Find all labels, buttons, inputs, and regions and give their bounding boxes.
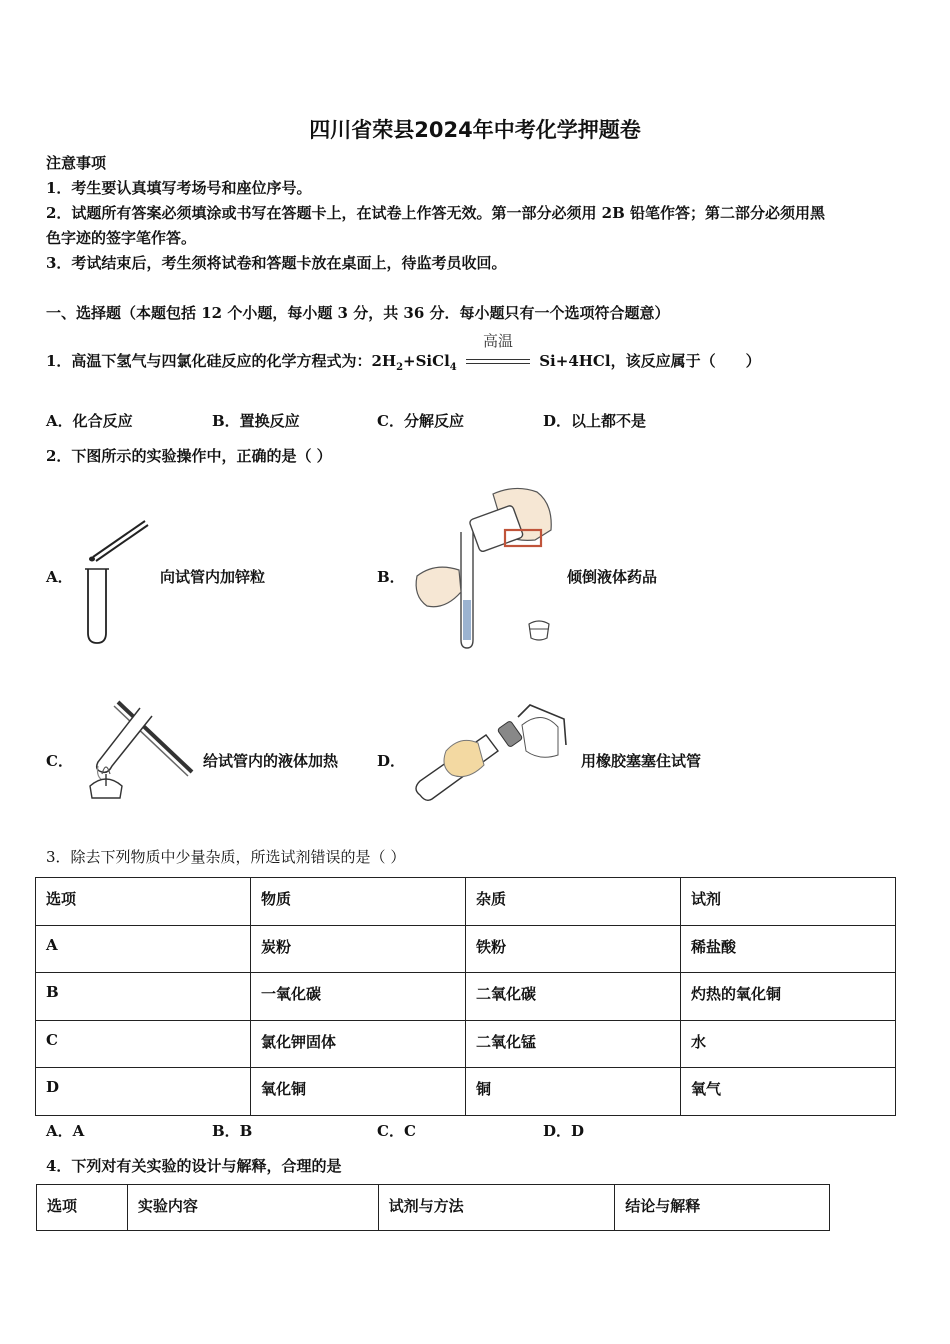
table-cell: 试剂与方法	[378, 1185, 615, 1231]
table-cell: 炭粉	[251, 926, 466, 973]
table-header-row	[37, 1185, 830, 1231]
notice-item: 3．考试结束后，考生须将试卷和答题卡放在桌面上，待监考员收回。	[46, 254, 507, 272]
table-cell: 杂质	[466, 878, 681, 926]
option-c-text: 给试管内的液体加热	[203, 752, 339, 770]
table-cell: 铁粉	[466, 926, 681, 973]
option-a[interactable]: A．A	[46, 1122, 85, 1140]
option-c[interactable]: C．C	[377, 1122, 416, 1140]
option-d[interactable]: D．以上都不是	[543, 412, 647, 430]
figure-add-zinc	[80, 515, 155, 650]
reaction-arrow: 高温	[462, 352, 534, 372]
question-4-table	[36, 1184, 830, 1231]
table-cell: A	[36, 926, 251, 973]
page-title: 四川省荣县2024年中考化学押题卷	[309, 118, 641, 142]
option-d-text: 用橡胶塞塞住试管	[581, 752, 702, 770]
notice-item: 色字迹的签字笔作答。	[46, 229, 197, 247]
table-cell: C	[36, 1021, 251, 1068]
section-heading: 一、选择题（本题包括 12 个小题，每小题 3 分，共 36 分．每小题只有一个选项符合题意）	[46, 304, 670, 322]
option-d[interactable]: D．D	[543, 1122, 585, 1140]
question-3-table	[35, 877, 896, 1116]
option-c-letter: C．	[46, 752, 73, 770]
table-cell: 水	[681, 1021, 896, 1068]
question-4-stem: 4．下列对有关实验的设计与解释，合理的是	[46, 1157, 342, 1175]
table-cell: 结论与解释	[615, 1185, 830, 1231]
question-3-stem: 3．除去下列物质中少量杂质，所选试剂错误的是（ ）	[46, 848, 406, 866]
option-c[interactable]: C．分解反应	[377, 412, 464, 430]
table-cell: D	[36, 1068, 251, 1116]
table-cell: 一氧化碳	[251, 973, 466, 1021]
option-a-text: 向试管内加锌粒	[160, 568, 266, 586]
table-row	[36, 926, 896, 973]
table-cell: 氧化铜	[251, 1068, 466, 1116]
table-cell: 实验内容	[127, 1185, 378, 1231]
table-cell: 试剂	[681, 878, 896, 926]
table-cell: 铜	[466, 1068, 681, 1116]
option-a[interactable]: A．化合反应	[46, 412, 133, 430]
table-cell: B	[36, 973, 251, 1021]
table-cell: 二氧化锰	[466, 1021, 681, 1068]
question-2-stem: 2．下图所示的实验操作中，正确的是（ ）	[46, 447, 332, 465]
figure-pour-liquid	[405, 482, 565, 652]
table-cell: 氯化钾固体	[251, 1021, 466, 1068]
table-row	[36, 1068, 896, 1116]
table-cell: 氧气	[681, 1068, 896, 1116]
option-a-letter: A．	[46, 568, 73, 586]
question-1-stem: 1．高温下氢气与四氯化硅反应的化学方程式为：$2H_2+SiCl_4$ 高温 Si+4HCl，该反应属于（ ）	[46, 332, 761, 373]
table-cell: 选项	[37, 1185, 128, 1231]
option-b-text: 倾倒液体药品	[567, 568, 658, 586]
notice-item: 2．试题所有答案必须填涂或书写在答题卡上，在试卷上作答无效。第一部分必须用 2B 铅笔作答；第二部分必须用黑	[46, 204, 826, 222]
table-cell: 选项	[36, 878, 251, 926]
notice-item: 1．考生要认真填写考场号和座位序号。	[46, 179, 312, 197]
figure-heat-liquid	[78, 690, 198, 805]
table-cell: 物质	[251, 878, 466, 926]
table-header-row	[36, 878, 896, 926]
table-cell: 稀盐酸	[681, 926, 896, 973]
table-row	[36, 973, 896, 1021]
option-b[interactable]: B．置换反应	[212, 412, 300, 430]
option-b[interactable]: B．B	[212, 1122, 253, 1140]
option-d-letter: D．	[377, 752, 406, 770]
figure-insert-stopper	[406, 695, 576, 807]
table-cell: 灼热的氧化铜	[681, 973, 896, 1021]
notice-heading: 注意事项	[46, 154, 107, 172]
table-cell: 二氧化碳	[466, 973, 681, 1021]
table-row	[36, 1021, 896, 1068]
option-b-letter: B．	[377, 568, 405, 586]
